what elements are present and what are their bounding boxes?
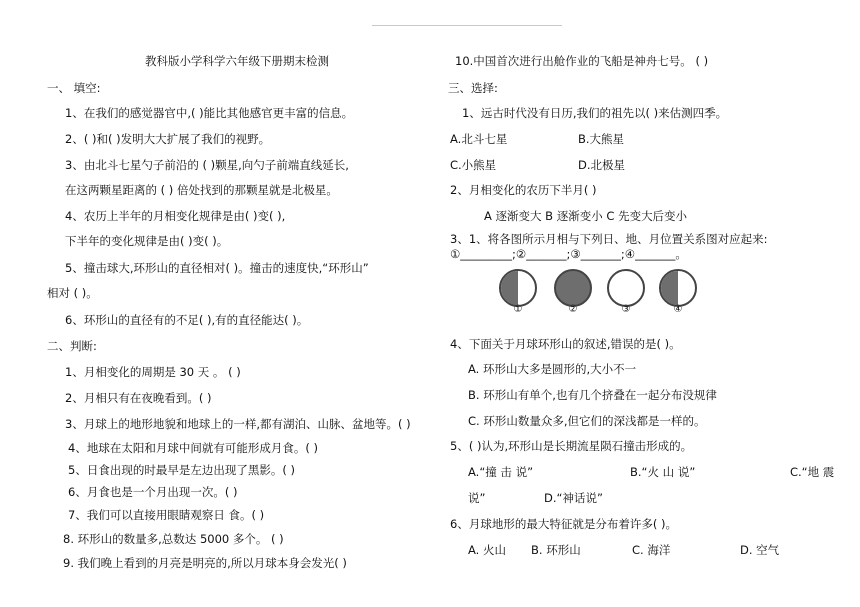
fill-question-5-line2: 相对 ( )。	[47, 286, 98, 300]
judge-question-1: 1、月相变化的周期是 30 天 。 ( )	[65, 365, 241, 379]
choice-question-1: 1、远古时代没有日历,我们的祖先以( )来估测四季。	[462, 106, 728, 120]
choice-5-option-d: D.“神话说”	[544, 491, 603, 505]
fill-question-3-line1: 3、由北斗七星勺子前沿的 ( )颗星,向勺子前端直线延长,	[65, 158, 349, 172]
fill-question-1: 1、在我们的感觉器官中,( )能比其他感官更丰富的信息。	[65, 106, 354, 120]
choice-question-4: 4、下面关于月球环形山的叙述,错误的是( )。	[450, 337, 681, 351]
judge-question-9: 9. 我们晚上看到的月亮是明亮的,所以月球本身会发光( )	[63, 556, 347, 570]
choice-6-option-c: C. 海洋	[632, 543, 671, 557]
choice-1-option-a: A.北斗七星	[450, 132, 508, 146]
section-judge-heading: 二、判断:	[47, 339, 97, 353]
moon-phase-2-icon	[554, 269, 592, 307]
judge-question-8: 8. 环形山的数量多,总数达 5000 多个。 ( )	[63, 532, 284, 546]
choice-6-option-a: A. 火山	[468, 543, 506, 557]
section-choice-heading: 三、选择:	[448, 81, 498, 95]
choice-5-option-a: A.“撞 击 说”	[468, 465, 534, 479]
document-title: 教科版小学科学六年级下册期末检测	[145, 54, 329, 68]
header-rule	[372, 25, 562, 26]
moon-label-2: ②	[568, 304, 578, 315]
choice-4-option-a: A. 环形山大多是圆形的,大小不一	[468, 362, 637, 376]
section-fill-heading: 一、 填空:	[47, 81, 101, 95]
fill-question-4-line2: 下半年的变化规律是由( )变( )。	[65, 234, 229, 248]
moon-label-3: ③	[621, 304, 631, 315]
moon-label-1: ①	[513, 304, 523, 315]
choice-2-options: A 逐渐变大 B 逐渐变小 C 先变大后变小	[484, 209, 688, 223]
choice-5-option-c: C.“地 震	[790, 465, 835, 479]
judge-question-10: 10.中国首次进行出舱作业的飞船是神舟七号。 ( )	[455, 54, 709, 68]
fill-question-4-line1: 4、农历上半年的月相变化规律是由( )变( ),	[65, 209, 286, 223]
choice-6-option-d: D. 空气	[740, 543, 780, 557]
judge-question-2: 2、月相只有在夜晚看到。( )	[65, 391, 212, 405]
choice-question-6: 6、月球地形的最大特征就是分布着许多( )。	[450, 517, 677, 531]
choice-1-option-c: C.小熊星	[450, 158, 497, 172]
fill-question-2: 2、( )和( )发明大大扩展了我们的视野。	[65, 132, 271, 146]
choice-5-option-c-cont: 说”	[468, 491, 486, 505]
choice-1-option-b: B.大熊星	[578, 132, 625, 146]
judge-question-3: 3、月球上的地形地貌和地球上的一样,都有湖泊、山脉、盆地等。( )	[65, 417, 411, 431]
fill-question-6: 6、环形山的直径有的不足( ),有的直径能达( )。	[65, 313, 309, 327]
choice-5-option-b: B.“火 山 说”	[630, 465, 696, 479]
choice-question-2: 2、月相变化的农历下半月( )	[450, 183, 597, 197]
judge-question-7: 7、我们可以直接用眼睛观察日 食。( )	[68, 508, 265, 522]
moon-label-4: ④	[673, 304, 683, 315]
fill-question-3-line2: 在这两颗星距离的 ( ) 倍处找到的那颗星就是北极星。	[65, 183, 338, 197]
judge-question-6: 6、月食也是一个月出现一次。( )	[68, 485, 238, 499]
choice-3-blanks: ①_________;②_______;③_______;④_______。	[450, 247, 687, 261]
choice-question-5: 5、( )认为,环形山是长期流星陨石撞击形成的。	[450, 439, 693, 453]
choice-4-option-b: B. 环形山有单个,也有几个挤叠在一起分布没规律	[468, 388, 717, 402]
fill-question-5-line1: 5、撞击球大,环形山的直径相对( )。撞击的速度快,“环形山”	[65, 261, 369, 275]
moon-phase-1-icon	[499, 269, 537, 307]
choice-4-option-c: C. 环形山数量众多,但它们的深浅都是一样的。	[468, 414, 706, 428]
judge-question-5: 5、日食出现的时最早是左边出现了黑影。( )	[68, 463, 295, 477]
choice-question-3: 3、1、将各图所示月相与下列日、地、月位置关系图对应起来:	[450, 232, 768, 246]
judge-question-4: 4、地球在太阳和月球中间就有可能形成月食。( )	[68, 441, 318, 455]
choice-1-option-d: D.北极星	[578, 158, 626, 172]
choice-6-option-b: B. 环形山	[531, 543, 581, 557]
moon-phase-4-icon	[659, 269, 697, 307]
moon-phase-3-icon	[607, 269, 645, 307]
